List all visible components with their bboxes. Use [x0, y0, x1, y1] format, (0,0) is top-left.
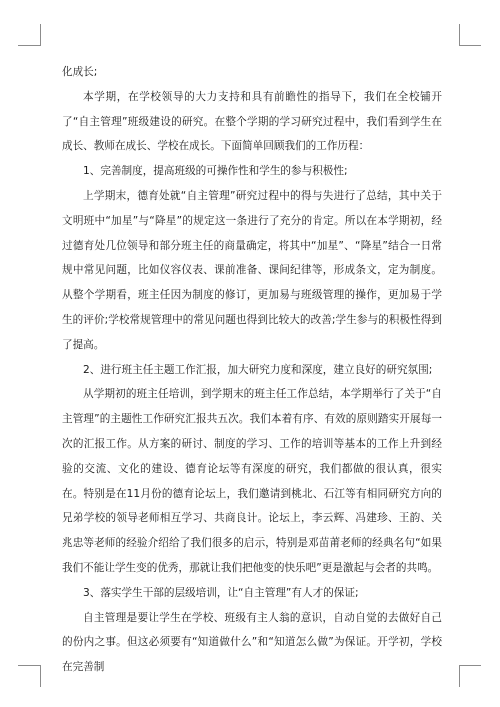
- paragraph-continuation: 化成长;: [62, 66, 98, 78]
- paragraph-intro: 本学期，在学校领导的大力支持和具有前瞻性的指导下，我们在全校铺开了“自主管理”班级建设的研究。在整个学期的学习研究过程中，我们看到学生在成长、教师在成长、学校在成长。下面简单回顾我们的工作历程：: [62, 90, 442, 153]
- document-body: [62, 60, 442, 680]
- paragraph-section-2: 从学期初的班主任培训，到学期末的班主任工作总结，本学期举行了关于“自主管理”的主题性工作研究汇报共五次。我们本着有序、有效的原则踏实开展每一次的汇报工作。从方案的研讨、制度的学习、工作的培训等基本的工作上升到经验的交流、文化的建设、德育论坛等有深度的研究，我们都做的很认真，很实在。特别是在11月份的德育论坛上，我们邀请到桃北、石江等有相同研究方向的兄弟学校的领导老师相互学习、共商良计。论坛上，李云辉、冯建珍、王韵、关兆忠等老师的经验介绍给了我们很多的启示，特别是邓苗莆老师的经典名句“如果我们不能让学生变的优秀，那就让我们把他变的快乐吧”更是激起与会者的共鸣。: [62, 388, 442, 574]
- paragraph-section-3: 自主管理是要让学生在学校、班级有主人翁的意识，自动自觉的去做好自己的份内之事。但这必须要有“知道做什么”和“知道怎么做”为保证。开学初，学校在完善制: [62, 611, 442, 674]
- crop-mark-bottom-left-v: [40, 665, 41, 687]
- section-heading-3: 3、落实学生干部的层级培训，让“自主管理”有人才的保证;: [83, 586, 359, 599]
- crop-mark-top-right-h: [459, 45, 481, 46]
- section-heading-1: 1、完善制度，提高班级的可操作性和学生的参与积极性;: [83, 165, 348, 178]
- section-heading-2: 2、进行班主任主题工作汇报，加大研究力度和深度，建立良好的研究氛围;: [83, 363, 433, 376]
- crop-mark-top-right-v: [459, 24, 460, 46]
- crop-mark-bottom-left-h: [18, 665, 40, 666]
- crop-mark-bottom-right-h: [459, 665, 481, 666]
- crop-mark-bottom-right-v: [459, 665, 460, 687]
- crop-mark-top-left-v: [40, 24, 41, 46]
- paragraph-section-1: 上学期末，德育处就“自主管理”研究过程中的得与失进行了总结，其中关于文明班中“加星”与“降星”的规定这一条进行了充分的肯定。所以在本学期初，经过德育处几位领导和部分班主任的商量确定，将其中“加星”、“降星”结合一日常规中常见问题，比如仪容仪表、课前准备、课间纪律等，形成条文，定为制度。从整个学期看，班主任因为制度的修订，更加易与班级管理的操作，更加易于学生的评价;学校常规管理中的常见问题也得到比较大的改善;学生参与的积极性得到了提高。: [62, 189, 442, 351]
- crop-mark-top-left-h: [18, 45, 40, 46]
